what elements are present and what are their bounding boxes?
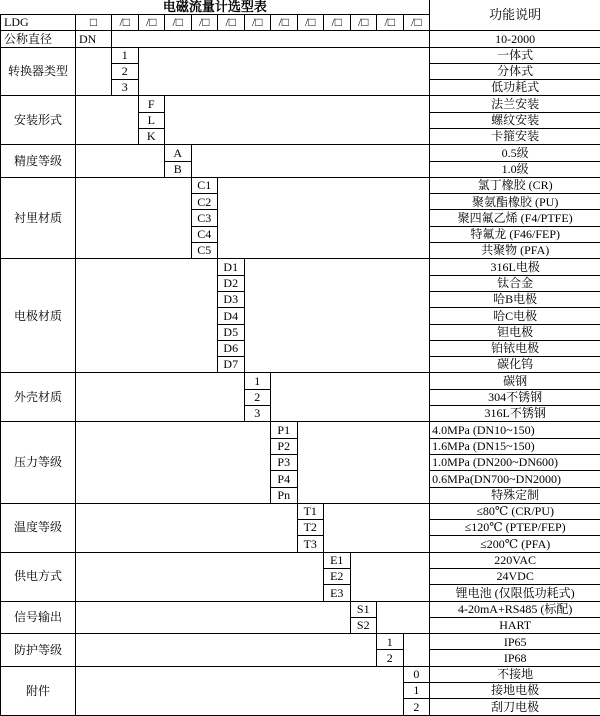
option-code: 2 — [112, 63, 139, 79]
section-label: 电极材质 — [1, 259, 76, 373]
option-desc: 220VAC — [430, 552, 600, 568]
option-code: D6 — [218, 340, 245, 356]
option-desc: 法兰安装 — [430, 96, 600, 112]
function-header: 功能说明 — [430, 0, 600, 31]
option-code: 1 — [377, 634, 404, 650]
option-code: E3 — [324, 585, 351, 601]
option-desc: 分体式 — [430, 63, 600, 79]
filler-cell — [244, 259, 430, 373]
filler-cell — [76, 47, 112, 96]
table-title: 电磁流量计选型表 — [1, 0, 430, 14]
option-code: K — [138, 128, 165, 144]
filler-cell — [76, 552, 324, 601]
filler-cell — [191, 145, 430, 178]
option-code: D4 — [218, 308, 245, 324]
option-code: 1 — [403, 683, 430, 699]
model-prefix: LDG — [1, 14, 76, 30]
option-desc: 螺纹安装 — [430, 112, 600, 128]
option-desc: 0.6MPa(DN700~DN2000) — [430, 471, 600, 487]
section-label: 防护等级 — [1, 634, 76, 667]
option-desc: ≤120℃ (PTEP/FEP) — [430, 520, 600, 536]
model-slot-box: /□ — [112, 14, 139, 30]
filler-cell — [112, 31, 430, 47]
option-desc: 哈C电极 — [430, 308, 600, 324]
option-desc: 不接地 — [430, 666, 600, 682]
option-desc: 锂电池 (仅限低功耗式) — [430, 585, 600, 601]
option-code: C2 — [191, 194, 218, 210]
option-desc: 哈B电极 — [430, 291, 600, 307]
option-desc: 低功耗式 — [430, 80, 600, 96]
option-desc: 氯丁橡胶 (CR) — [430, 177, 600, 193]
section-label: 安装形式 — [1, 96, 76, 145]
filler-cell — [76, 634, 377, 667]
option-code: C5 — [191, 243, 218, 259]
option-code: P2 — [271, 438, 298, 454]
option-desc: ≤80℃ (CR/PU) — [430, 503, 600, 519]
filler-cell — [76, 259, 218, 373]
option-desc: 碳钢 — [430, 373, 600, 389]
model-slot-box: /□ — [297, 14, 324, 30]
option-desc: 卡箍安装 — [430, 128, 600, 144]
filler-cell — [271, 373, 430, 422]
section-label: 附件 — [1, 666, 76, 715]
model-slot-box: /□ — [165, 14, 192, 30]
filler-cell — [76, 666, 404, 715]
option-code: L — [138, 112, 165, 128]
option-desc: HART — [430, 617, 600, 633]
option-desc: 接地电极 — [430, 683, 600, 699]
option-code: S1 — [350, 601, 377, 617]
model-base-box: □ — [76, 14, 112, 30]
option-code: P4 — [271, 471, 298, 487]
option-desc: 刮刀电极 — [430, 699, 600, 716]
section-label: 精度等级 — [1, 145, 76, 178]
model-slot-box: /□ — [403, 14, 430, 30]
option-desc: 特氟龙 (F46/FEP) — [430, 226, 600, 242]
filler-cell — [76, 422, 271, 503]
option-code: C4 — [191, 226, 218, 242]
option-desc: 4-20mA+RS485 (标配) — [430, 601, 600, 617]
option-desc: 钽电极 — [430, 324, 600, 340]
section-label: 供电方式 — [1, 552, 76, 601]
option-desc: 304不锈钢 — [430, 389, 600, 405]
filler-cell — [377, 601, 430, 634]
option-code: 3 — [112, 80, 139, 96]
option-code: 3 — [244, 406, 271, 422]
option-code: DN — [76, 31, 112, 47]
filler-cell — [403, 634, 430, 667]
model-slot-box: /□ — [377, 14, 404, 30]
option-desc: 一体式 — [430, 47, 600, 63]
section-label: 公称直径 — [1, 31, 76, 47]
option-code: P1 — [271, 422, 298, 438]
model-slot-box: /□ — [138, 14, 165, 30]
option-code: T2 — [297, 520, 324, 536]
option-desc: ≤200℃ (PFA) — [430, 536, 600, 552]
section-label: 衬里材质 — [1, 177, 76, 258]
filler-cell — [218, 177, 430, 258]
option-desc: 钛合金 — [430, 275, 600, 291]
option-desc: 1.0级 — [430, 161, 600, 177]
model-slot-box: /□ — [350, 14, 377, 30]
option-code: 0 — [403, 666, 430, 682]
model-slot-box: /□ — [191, 14, 218, 30]
model-slot-box: /□ — [324, 14, 351, 30]
option-code: T3 — [297, 536, 324, 552]
option-code: D5 — [218, 324, 245, 340]
option-code: B — [165, 161, 192, 177]
option-code: C1 — [191, 177, 218, 193]
option-code: 2 — [244, 389, 271, 405]
option-code: S2 — [350, 617, 377, 633]
model-slot-box: /□ — [218, 14, 245, 30]
option-code: Pn — [271, 487, 298, 503]
section-label: 转换器类型 — [1, 47, 76, 96]
filler-cell — [297, 422, 430, 503]
option-desc: 24VDC — [430, 569, 600, 585]
option-desc: 聚四氟乙烯 (F4/PTFE) — [430, 210, 600, 226]
option-desc: 316L不锈钢 — [430, 406, 600, 422]
option-code: 1 — [112, 47, 139, 63]
filler-cell — [138, 47, 430, 96]
option-desc: 1.0MPa (DN200~DN600) — [430, 454, 600, 470]
option-code: 1 — [244, 373, 271, 389]
option-code: D1 — [218, 259, 245, 275]
filler-cell — [76, 177, 192, 258]
option-desc: 10-2000 — [430, 31, 600, 47]
option-code: E1 — [324, 552, 351, 568]
option-code: P3 — [271, 454, 298, 470]
option-code: E2 — [324, 569, 351, 585]
filler-cell — [350, 552, 430, 601]
option-code: C3 — [191, 210, 218, 226]
option-code: 2 — [403, 699, 430, 716]
filler-cell — [76, 601, 351, 634]
option-desc: 4.0MPa (DN10~150) — [430, 422, 600, 438]
filler-cell — [76, 503, 298, 552]
filler-cell — [165, 96, 430, 145]
option-desc: 特殊定制 — [430, 487, 600, 503]
filler-cell — [76, 96, 139, 145]
option-code: T1 — [297, 503, 324, 519]
option-desc: 碳化钨 — [430, 357, 600, 373]
model-slot-box: /□ — [271, 14, 298, 30]
option-desc: IP68 — [430, 650, 600, 666]
filler-cell — [76, 373, 245, 422]
section-label: 温度等级 — [1, 503, 76, 552]
filler-cell — [76, 145, 165, 178]
option-desc: 0.5级 — [430, 145, 600, 161]
option-code: D3 — [218, 291, 245, 307]
option-desc: IP65 — [430, 634, 600, 650]
option-code: D7 — [218, 357, 245, 373]
filler-cell — [324, 503, 430, 552]
option-desc: 316L电极 — [430, 259, 600, 275]
option-code: A — [165, 145, 192, 161]
section-label: 外壳材质 — [1, 373, 76, 422]
option-desc: 聚氨酯橡胶 (PU) — [430, 194, 600, 210]
option-code: D2 — [218, 275, 245, 291]
section-label: 信号输出 — [1, 601, 76, 634]
option-code: F — [138, 96, 165, 112]
option-desc: 铂铱电极 — [430, 340, 600, 356]
option-desc: 1.6MPa (DN15~150) — [430, 438, 600, 454]
model-slot-box: /□ — [244, 14, 271, 30]
option-desc: 共聚物 (PFA) — [430, 243, 600, 259]
option-code: 2 — [377, 650, 404, 666]
section-label: 压力等级 — [1, 422, 76, 503]
